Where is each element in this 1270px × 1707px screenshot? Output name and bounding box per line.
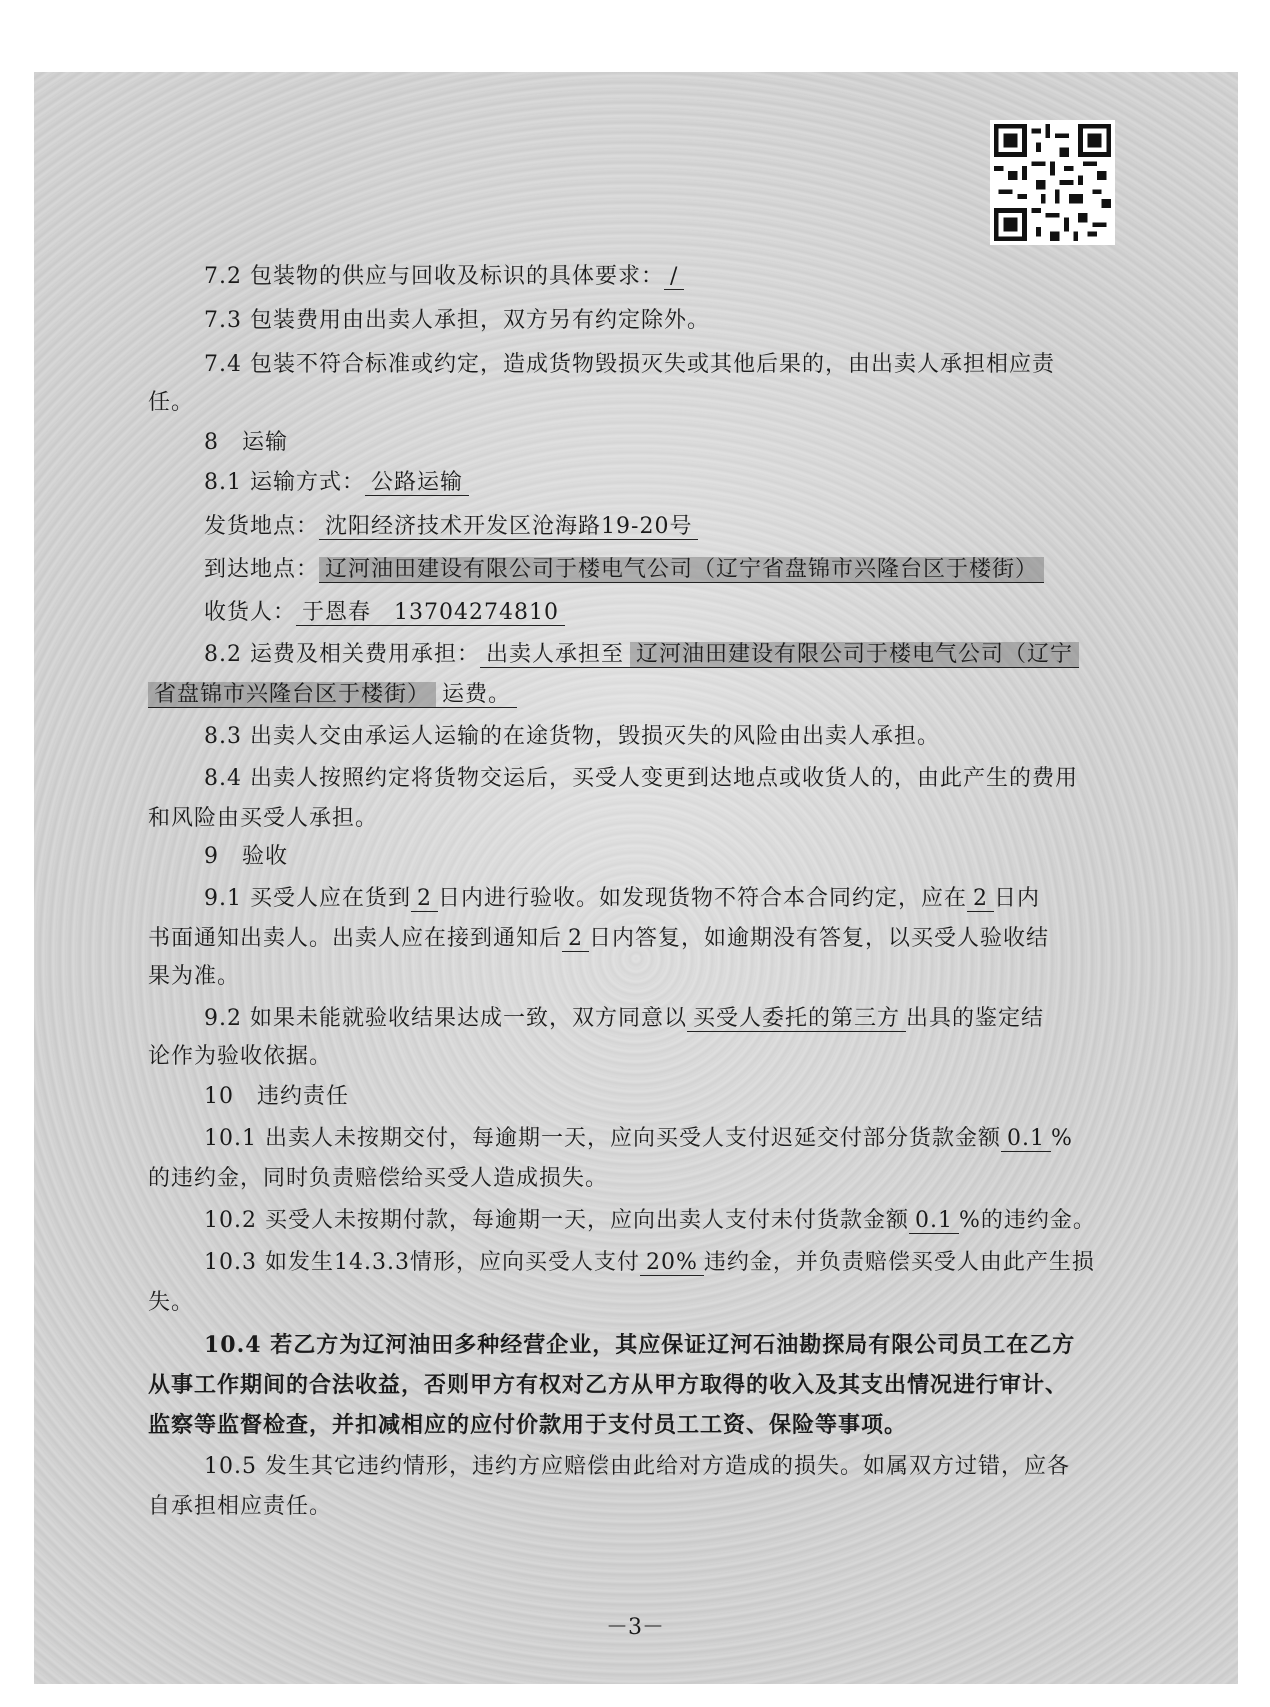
consignee-value: 于恩春 13704274810 bbox=[296, 600, 565, 626]
line-8-3: 8.3 出卖人交由承运人运输的在途货物，毁损灭失的风险由出卖人承担。 bbox=[204, 724, 940, 749]
line-10-2: 10.2 买受人未按期付款，每逾期一天，应向出卖人支付未付货款金额 0.1 %的违约金。 bbox=[204, 1208, 1096, 1233]
section-8-heading: 8 运输 bbox=[204, 430, 288, 455]
line-10-5-cont: 自承担相应责任。 bbox=[148, 1494, 333, 1519]
line-10-1-cont: 的违约金，同时负责赔偿给买受人造成损失。 bbox=[148, 1166, 609, 1191]
line-7-3: 7.3 包装费用由出卖人承担，双方另有约定除外。 bbox=[204, 308, 710, 333]
line-7-4: 7.4 包装不符合标准或约定，造成货物毁损灭失或其他后果的，由出卖人承担相应责 bbox=[204, 352, 1055, 377]
line-destination: 到达地点： 辽河油田建设有限公司于楼电气公司（辽宁省盘锦市兴隆台区于楼街） bbox=[204, 555, 1044, 585]
line-ship-from: 发货地点： 沈阳经济技术开发区沧海路19-20号 bbox=[204, 512, 698, 542]
line-10-1: 10.1 出卖人未按期交付，每逾期一天，应向买受人支付迟延交付部分货款金额 0.1 % bbox=[204, 1126, 1073, 1151]
line-9-1: 9.1 买受人应在货到 2 日内进行验收。如发现货物不符合本合同约定，应在 2 日内 bbox=[204, 886, 1041, 911]
line-7-2: 7.2 包装物的供应与回收及标识的具体要求： / bbox=[204, 262, 684, 292]
line-8-2: 8.2 运费及相关费用承担： 出卖人承担至 辽河油田建设有限公司于楼电气公司（辽宁 bbox=[204, 640, 1079, 670]
packaging-requirements-value: / bbox=[664, 264, 684, 290]
line-9-1-cont: 书面通知出卖人。出卖人应在接到通知后 2 日内答复，如逾期没有答复，以买受人验收结 bbox=[148, 926, 1050, 951]
line-7-4-cont: 任。 bbox=[148, 390, 195, 415]
qr-code-icon bbox=[990, 120, 1115, 245]
line-9-1-end: 果为准。 bbox=[148, 964, 241, 989]
page-number: －3－ bbox=[606, 1615, 664, 1640]
freight-destination-value: 辽河油田建设有限公司于楼电气公司（辽宁 bbox=[630, 642, 1079, 668]
line-8-4: 8.4 出卖人按照约定将货物交运后，买受人变更到达地点或收货人的，由此产生的费用 bbox=[204, 766, 1078, 791]
line-8-1: 8.1 运输方式： 公路运输 bbox=[204, 468, 469, 498]
transport-method-value: 公路运输 bbox=[365, 470, 469, 496]
line-8-4-cont: 和风险由买受人承担。 bbox=[148, 806, 379, 831]
ship-from-value: 沈阳经济技术开发区沧海路19-20号 bbox=[319, 514, 698, 540]
line-9-2-cont: 论作为验收依据。 bbox=[148, 1044, 333, 1069]
line-consignee: 收货人： 于恩春 13704274810 bbox=[204, 598, 565, 628]
section-10-heading: 10 违约责任 bbox=[204, 1084, 349, 1109]
line-10-4-cont1: 从事工作期间的合法收益，否则甲方有权对乙方从甲方取得的收入及其支出情况进行审计、 bbox=[148, 1372, 1069, 1398]
line-8-2-cont: 省盘锦市兴隆台区于楼街） 运费。 bbox=[148, 680, 517, 710]
line-10-3: 10.3 如发生14.3.3情形，应向买受人支付 20% 违约金，并负责赔偿买受人由此产生损 bbox=[204, 1250, 1095, 1275]
destination-value: 辽河油田建设有限公司于楼电气公司（辽宁省盘锦市兴隆台区于楼街） bbox=[319, 557, 1044, 583]
line-9-2: 9.2 如果未能就验收结果达成一致，双方同意以 买受人委托的第三方 出具的鉴定结 bbox=[204, 1006, 1045, 1031]
line-10-3-cont: 失。 bbox=[148, 1290, 195, 1315]
line-10-5: 10.5 发生其它违约情形，违约方应赔偿由此给对方造成的损失。如属双方过错，应各 bbox=[204, 1454, 1070, 1479]
section-9-heading: 9 验收 bbox=[204, 844, 288, 869]
line-10-4-cont2: 监察等监督检查，并扣减相应的应付价款用于支付员工工资、保险等事项。 bbox=[148, 1412, 908, 1438]
line-10-4: 10.4 若乙方为辽河油田多种经营企业，其应保证辽河石油勘探局有限公司员工在乙方 bbox=[204, 1332, 1076, 1358]
